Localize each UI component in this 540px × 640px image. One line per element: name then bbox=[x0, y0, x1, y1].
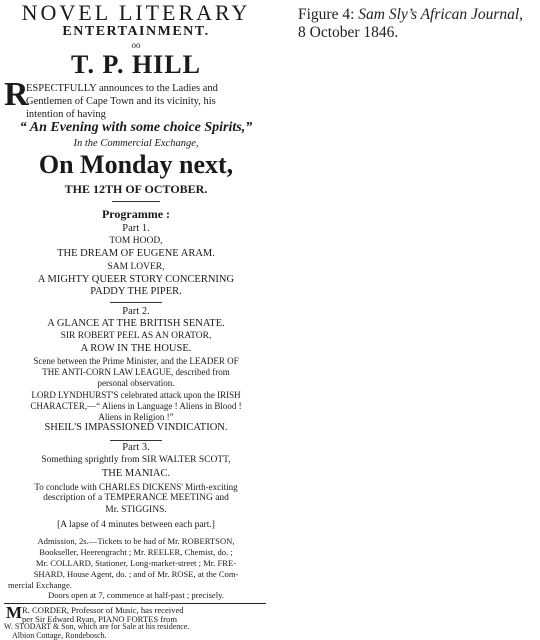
part1-line: A MIGHTY QUEER STORY CONCERNING bbox=[37, 274, 235, 285]
caption-prefix: Figure 4: bbox=[298, 6, 359, 23]
corder-line: Albion Cottage, Rondebosch. bbox=[12, 631, 107, 640]
part1-line: SAM LOVER, bbox=[107, 262, 165, 272]
part2-line: Aliens in Religion !” bbox=[98, 412, 174, 422]
part3-line: [A lapse of 4 minutes between each part.] bbox=[57, 520, 215, 530]
event-date: THE 12TH OF OCTOBER. bbox=[64, 182, 208, 196]
intro-line-2: Gentlemen of Cape Town and its vicinity, his bbox=[26, 96, 216, 107]
divider bbox=[112, 201, 160, 202]
admission-line: Bookseller, Heerengracht ; Mr. REELER, Chemist, do. ; bbox=[39, 547, 233, 557]
admission-line: SHARD, House Agent, do. ; and of Mr. ROSE, at the Com- bbox=[33, 569, 239, 579]
part1-line: TOM HOOD, bbox=[109, 236, 163, 246]
divider bbox=[110, 440, 162, 441]
part2-line: A ROW IN THE HOUSE. bbox=[80, 343, 192, 354]
section-rule bbox=[4, 603, 266, 604]
part1-heading: Part 1. bbox=[122, 223, 150, 234]
part3-line: Something sprightly from SIR WALTER SCOTT, bbox=[41, 455, 231, 465]
drop-cap-r: R bbox=[4, 76, 29, 113]
part2-line: personal observation. bbox=[97, 378, 175, 388]
part2-line: SHEIL'S IMPASSIONED VINDICATION. bbox=[44, 422, 228, 433]
caption-source: Sam Sly’s African Journal bbox=[358, 6, 520, 23]
performer-name: T. P. HILL bbox=[71, 50, 201, 79]
admission-line: Mr. COLLARD, Stationer, Long-market-street ; Mr. FRE- bbox=[35, 558, 237, 568]
venue: In the Commercial Exchange, bbox=[73, 138, 199, 149]
admission-line: mercial Exchange. bbox=[8, 580, 72, 590]
part2-line: Scene between the Prime Minister, and the LEADER OF bbox=[33, 356, 239, 366]
corder-line: W. STODART & Son, which are for Sale at his residence. bbox=[4, 622, 190, 631]
admission-line: Admission, 2s.—Tickets to be had of Mr. ROBERTSON, bbox=[37, 536, 235, 546]
part2-heading: Part 2. bbox=[122, 306, 150, 317]
event-title: “ An Evening with some choice Spirits,” bbox=[19, 120, 253, 135]
drop-cap-m: M bbox=[6, 603, 23, 622]
part2-line: THE ANTI-CORN LAW LEAGUE, described from bbox=[42, 367, 230, 377]
part3-heading: Part 3. bbox=[122, 442, 150, 453]
part2-line: LORD LYNDHURST'S celebrated attack upon the IRISH bbox=[31, 390, 241, 400]
intro-line-3: intention of having bbox=[26, 109, 106, 120]
ad-header-entertainment: ENTERTAINMENT. bbox=[62, 24, 210, 39]
part1-line: THE DREAM OF EUGENE ARAM. bbox=[57, 248, 215, 259]
part1-line: PADDY THE PIPER. bbox=[90, 286, 182, 297]
event-day: On Monday next, bbox=[38, 150, 234, 179]
corder-line: per Sir Edward Ryan, PIANO FORTES from bbox=[22, 614, 178, 624]
ad-header-novel-literary: NOVEL LITERARY bbox=[21, 0, 251, 25]
part3-line: description of a TEMPERANCE MEETING and bbox=[43, 493, 229, 503]
doors-line: Doors open at 7, commence at half-past ; precisely. bbox=[47, 590, 225, 600]
programme-heading: Programme : bbox=[101, 207, 171, 221]
part2-line: A GLANCE AT THE BRITISH SENATE. bbox=[47, 318, 225, 329]
part2-line: SIR ROBERT PEEL AS AN ORATOR, bbox=[60, 331, 212, 341]
intro-line-1: ESPECTFULLY announces to the Ladies and bbox=[26, 83, 218, 94]
part3-line: Mr. STIGGINS. bbox=[105, 505, 167, 515]
divider bbox=[110, 302, 162, 303]
part2-line: CHARACTER,—“ Aliens in Language ! Aliens in Blood ! bbox=[30, 401, 242, 411]
part3-line: To conclude with CHARLES DICKENS' Mirth-exciting bbox=[34, 482, 238, 492]
part3-line: THE MANIAC. bbox=[101, 468, 171, 479]
corder-line: R. CORDER, Professor of Music, has received bbox=[22, 605, 184, 615]
figure-caption bbox=[298, 6, 534, 42]
caption-date: , 8 October 1846. bbox=[298, 6, 524, 41]
ornament: oo bbox=[131, 40, 141, 50]
